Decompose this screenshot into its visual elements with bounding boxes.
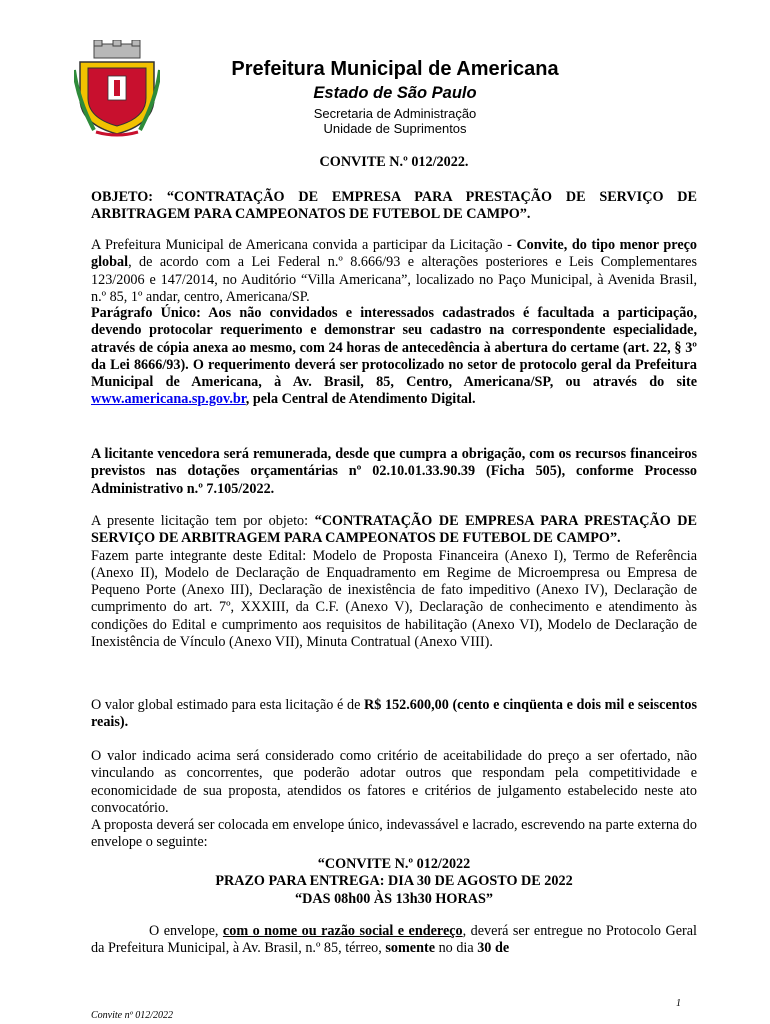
paragraph-object [91,513,697,651]
paragraph-invitation-text-1: A Prefeitura Municipal de Americana convida a participar da Licitação - [91,237,517,253]
paragraph-value-text: O valor global estimado para esta licitação é de [91,697,364,713]
header-department: Secretaria de Administração [313,106,477,121]
paragraph-unico-text-1: Parágrafo Único: Aos não convidados e interessados cadastrados é facultada a participação, devendo protocolar requerimento e demonstrar seu cadastro na correspondente especialidade, através de cópia anexa ao mesmo, com 24 horas de antecedência à abertura do certame (art. 22, § 3º da Lei 8666/93). O requerimento deverá ser protocolizado no setor de protocolo geral da Prefeitura Municipal de Americana, à Av. Brasil, 85, Centro, Americana/SP, ou através do site [91,305,697,391]
paragraph-criteria-text: O valor indicado acima será considerado como critério de aceitabilidade do preço a ser ofertado, não vinculando as concorrentes, que poderão adotar outros que respondam pela competitividade e economicidade de sua proposta, atendidos os fatores e critérios de julgamento estabelecido neste ato convocatório. [91,748,697,816]
paragraph-value [91,697,697,732]
paragraph-invitation-text-2: , de acordo com a Lei Federal n.º 8.666/93 e alterações posteriores e Leis Complementares 123/2006 e 147/2014, no Auditório “Villa Americana”, localizado no Paço Municipal, à Avenida Brasil, n.º 85, 1º andar, centro, Americana/SP. [91,254,697,305]
paragraph-delivery [91,923,697,958]
paragraph-remuneration: A licitante vencedora será remunerada, desde que cumpra a obrigação, com os recursos financeiros previstos nas dotações orçamentárias nº 02.10.01.33.90.39 (Ficha 505), conforme Processo Administrativo n.º 7.105/2022. [91,446,697,497]
envelope-label-line-3: “DAS 08h00 ÀS 13h30 HORAS” [295,890,493,907]
website-link[interactable]: www.americana.sp.gov.br [91,391,246,408]
paragraph-delivery-name-address: com o nome ou razão social e endereço [222,923,463,939]
paragraph-annexes: Fazem parte integrante deste Edital: Modelo de Proposta Financeira (Anexo I), Termo de Referência (Anexo II), Modelo de Declaração de Enquadramento em Regime de Microempresa ou Empresa de Pequeno Porte (Anexo III), Declaração de inexistência de fato impeditivo (Anexo IV), Declaração de cumprimento do art. 7º, XXXIII, da C.F. (Anexo V), Declaração de conhecimento e atendimento às condições do Edital e cumprimento aos requisitos de habilitação (Anexo VI), Modelo de Declaração de Inexistência de Vínculo (Anexo VII), Minuta Contratual (Anexo VIII). [91,547,697,651]
paragraph-object-text-1: A presente licitação tem por objeto: [91,513,315,529]
paragraph-delivery-text-1: O envelope, [149,923,223,939]
header-unit: Unidade de Suprimentos [323,121,467,136]
paragraph-envelope-instructions: A proposta deverá ser colocada em envelope único, indevassável e lacrado, escrevendo na parte externa do envelope o seguinte: [91,817,697,851]
paragraph-criteria [91,748,697,852]
paragraph-delivery-text-3: no dia [435,940,478,957]
page-number: 1 [676,998,681,1009]
municipal-coat-of-arms [74,40,160,138]
paragraph-delivery-date: 30 de [477,940,510,957]
header-title: Prefeitura Municipal de Americana [231,58,559,80]
paragraph-invitation-type: Convite, do tipo menor preço global [91,237,698,271]
envelope-label-block [91,856,697,908]
paragraph-unico [91,305,697,409]
footer-text: Convite nº 012/2022 [91,1010,173,1021]
objeto-heading: OBJETO: “CONTRATAÇÃO DE EMPRESA PARA PRESTAÇÃO DE SERVIÇO DE ARBITRAGEM PARA CAMPEONATOS DE FUTEBOL DE CAMPO”. [91,189,697,223]
paragraph-unico-text-2: , pela Central de Atendimento Digital. [245,391,476,408]
envelope-label-line-1: “CONVITE N.º 012/2022 [317,856,471,872]
envelope-label-line-2: PRAZO PARA ENTREGA: DIA 30 DE AGOSTO DE 2022 [215,873,573,890]
paragraph-invitation [91,237,697,306]
convite-title: CONVITE N.º 012/2022. [319,154,469,170]
estimated-value: R$ 152.600,00 (cento e cinqüenta e dois mil e seiscentos reais). [91,697,697,731]
crown [94,40,140,58]
paragraph-object-title: “CONTRATAÇÃO DE EMPRESA PARA PRESTAÇÃO DE SERVIÇO DE ARBITRAGEM PARA CAMPEONATOS DE FUTEBOL DE CAMPO”. [91,513,697,547]
paragraph-delivery-text-2: , deverá ser entregue no Protocolo Geral da Prefeitura Municipal, à Av. Brasil, n.º 85, térreo, [91,923,697,957]
paragraph-delivery-only: somente [385,940,436,957]
header-state: Estado de São Paulo [313,84,477,102]
